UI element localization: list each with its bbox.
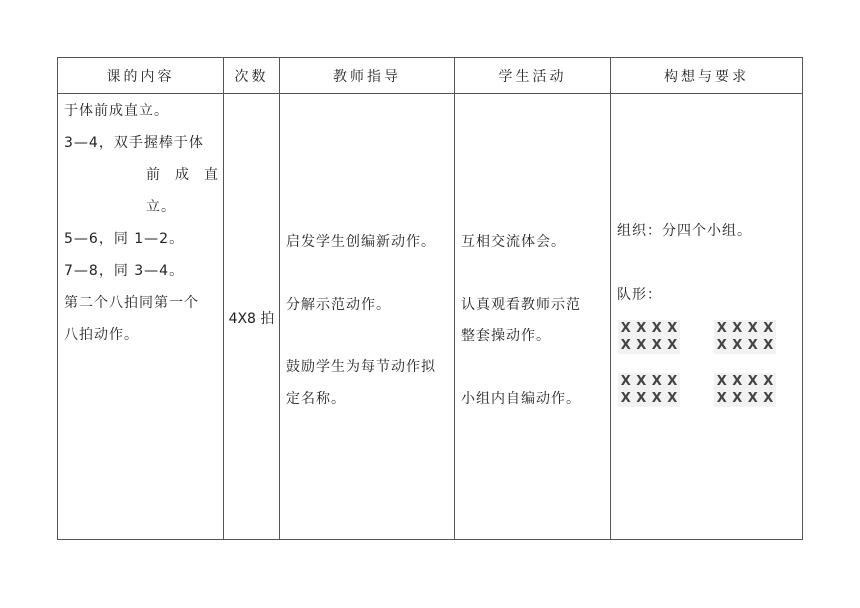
student-mark: X: [747, 391, 758, 406]
student-line: 整套操动作。: [461, 328, 551, 344]
teacher-line: 启发学生创编新动作。: [286, 234, 436, 250]
formation-label: 队形：: [617, 287, 662, 303]
student-mark: X: [636, 321, 647, 336]
content-char: 成: [175, 167, 189, 183]
header-requirements: 构想与要求: [611, 58, 803, 94]
student-mark: X: [732, 321, 743, 336]
content-char: 前: [146, 167, 160, 183]
student-mark: X: [667, 338, 678, 353]
student-mark: X: [716, 338, 727, 353]
teacher-line: 定名称。: [286, 391, 346, 407]
content-line: 八拍动作。: [64, 327, 139, 343]
student-mark: X: [763, 374, 774, 389]
student-mark: X: [763, 391, 774, 406]
student-mark: X: [636, 391, 647, 406]
student-mark: X: [636, 374, 647, 389]
teacher-line: 分解示范动作。: [286, 297, 391, 313]
student-line: 认真观看教师示范: [461, 297, 581, 313]
content-line: 第二个八拍同第一个: [64, 295, 199, 311]
student-mark: X: [667, 374, 678, 389]
times-cell: [224, 94, 280, 540]
student-mark: X: [716, 321, 727, 336]
lesson-content-cell: [58, 94, 224, 540]
header-lesson-content: 课的内容: [58, 58, 224, 94]
header-student-activity: 学生活动: [455, 58, 611, 94]
formation-group-3: [618, 373, 680, 407]
student-line: 小组内自编动作。: [461, 391, 581, 407]
student-mark: X: [763, 321, 774, 336]
teacher-guidance-cell: [280, 94, 455, 540]
content-char: 直: [204, 167, 218, 183]
student-mark: X: [620, 338, 631, 353]
content-line: 3—4，双手握棒于体: [64, 135, 204, 151]
teacher-line: 鼓励学生为每节动作拟: [286, 359, 436, 375]
student-mark: X: [651, 338, 662, 353]
student-activity-cell: [455, 94, 611, 540]
student-line: 互相交流体会。: [461, 234, 566, 250]
student-mark: X: [747, 321, 758, 336]
formation-group-1: [618, 320, 680, 354]
student-mark: X: [732, 391, 743, 406]
lesson-plan-table: [57, 57, 803, 540]
student-mark: X: [620, 321, 631, 336]
times-value: 4X8 拍: [228, 311, 275, 327]
content-line: 立。: [146, 199, 176, 215]
student-mark: X: [716, 374, 727, 389]
student-mark: X: [620, 391, 631, 406]
content-line: 于体前成直立。: [64, 103, 169, 119]
student-mark: X: [732, 338, 743, 353]
student-mark: X: [651, 374, 662, 389]
student-mark: X: [747, 374, 758, 389]
formation-group-2: [714, 320, 776, 354]
student-mark: X: [732, 374, 743, 389]
content-line: 7—8，同 3—4。: [64, 263, 185, 279]
student-mark: X: [651, 321, 662, 336]
student-mark: X: [716, 391, 727, 406]
student-mark: X: [667, 391, 678, 406]
student-mark: X: [747, 338, 758, 353]
organization-text: 组织：分四个小组。: [617, 223, 752, 239]
student-mark: X: [620, 374, 631, 389]
content-line: 5—6，同 1—2。: [64, 231, 185, 247]
student-mark: X: [763, 338, 774, 353]
student-mark: X: [667, 321, 678, 336]
header-times: 次数: [224, 58, 280, 94]
content-line-spread: [146, 164, 218, 184]
student-mark: X: [636, 338, 647, 353]
requirements-cell: [611, 94, 803, 540]
header-teacher-guidance: 教师指导: [280, 58, 455, 94]
content-row: [58, 94, 803, 540]
header-row: [58, 58, 803, 94]
formation-group-4: [714, 373, 776, 407]
student-mark: X: [651, 391, 662, 406]
